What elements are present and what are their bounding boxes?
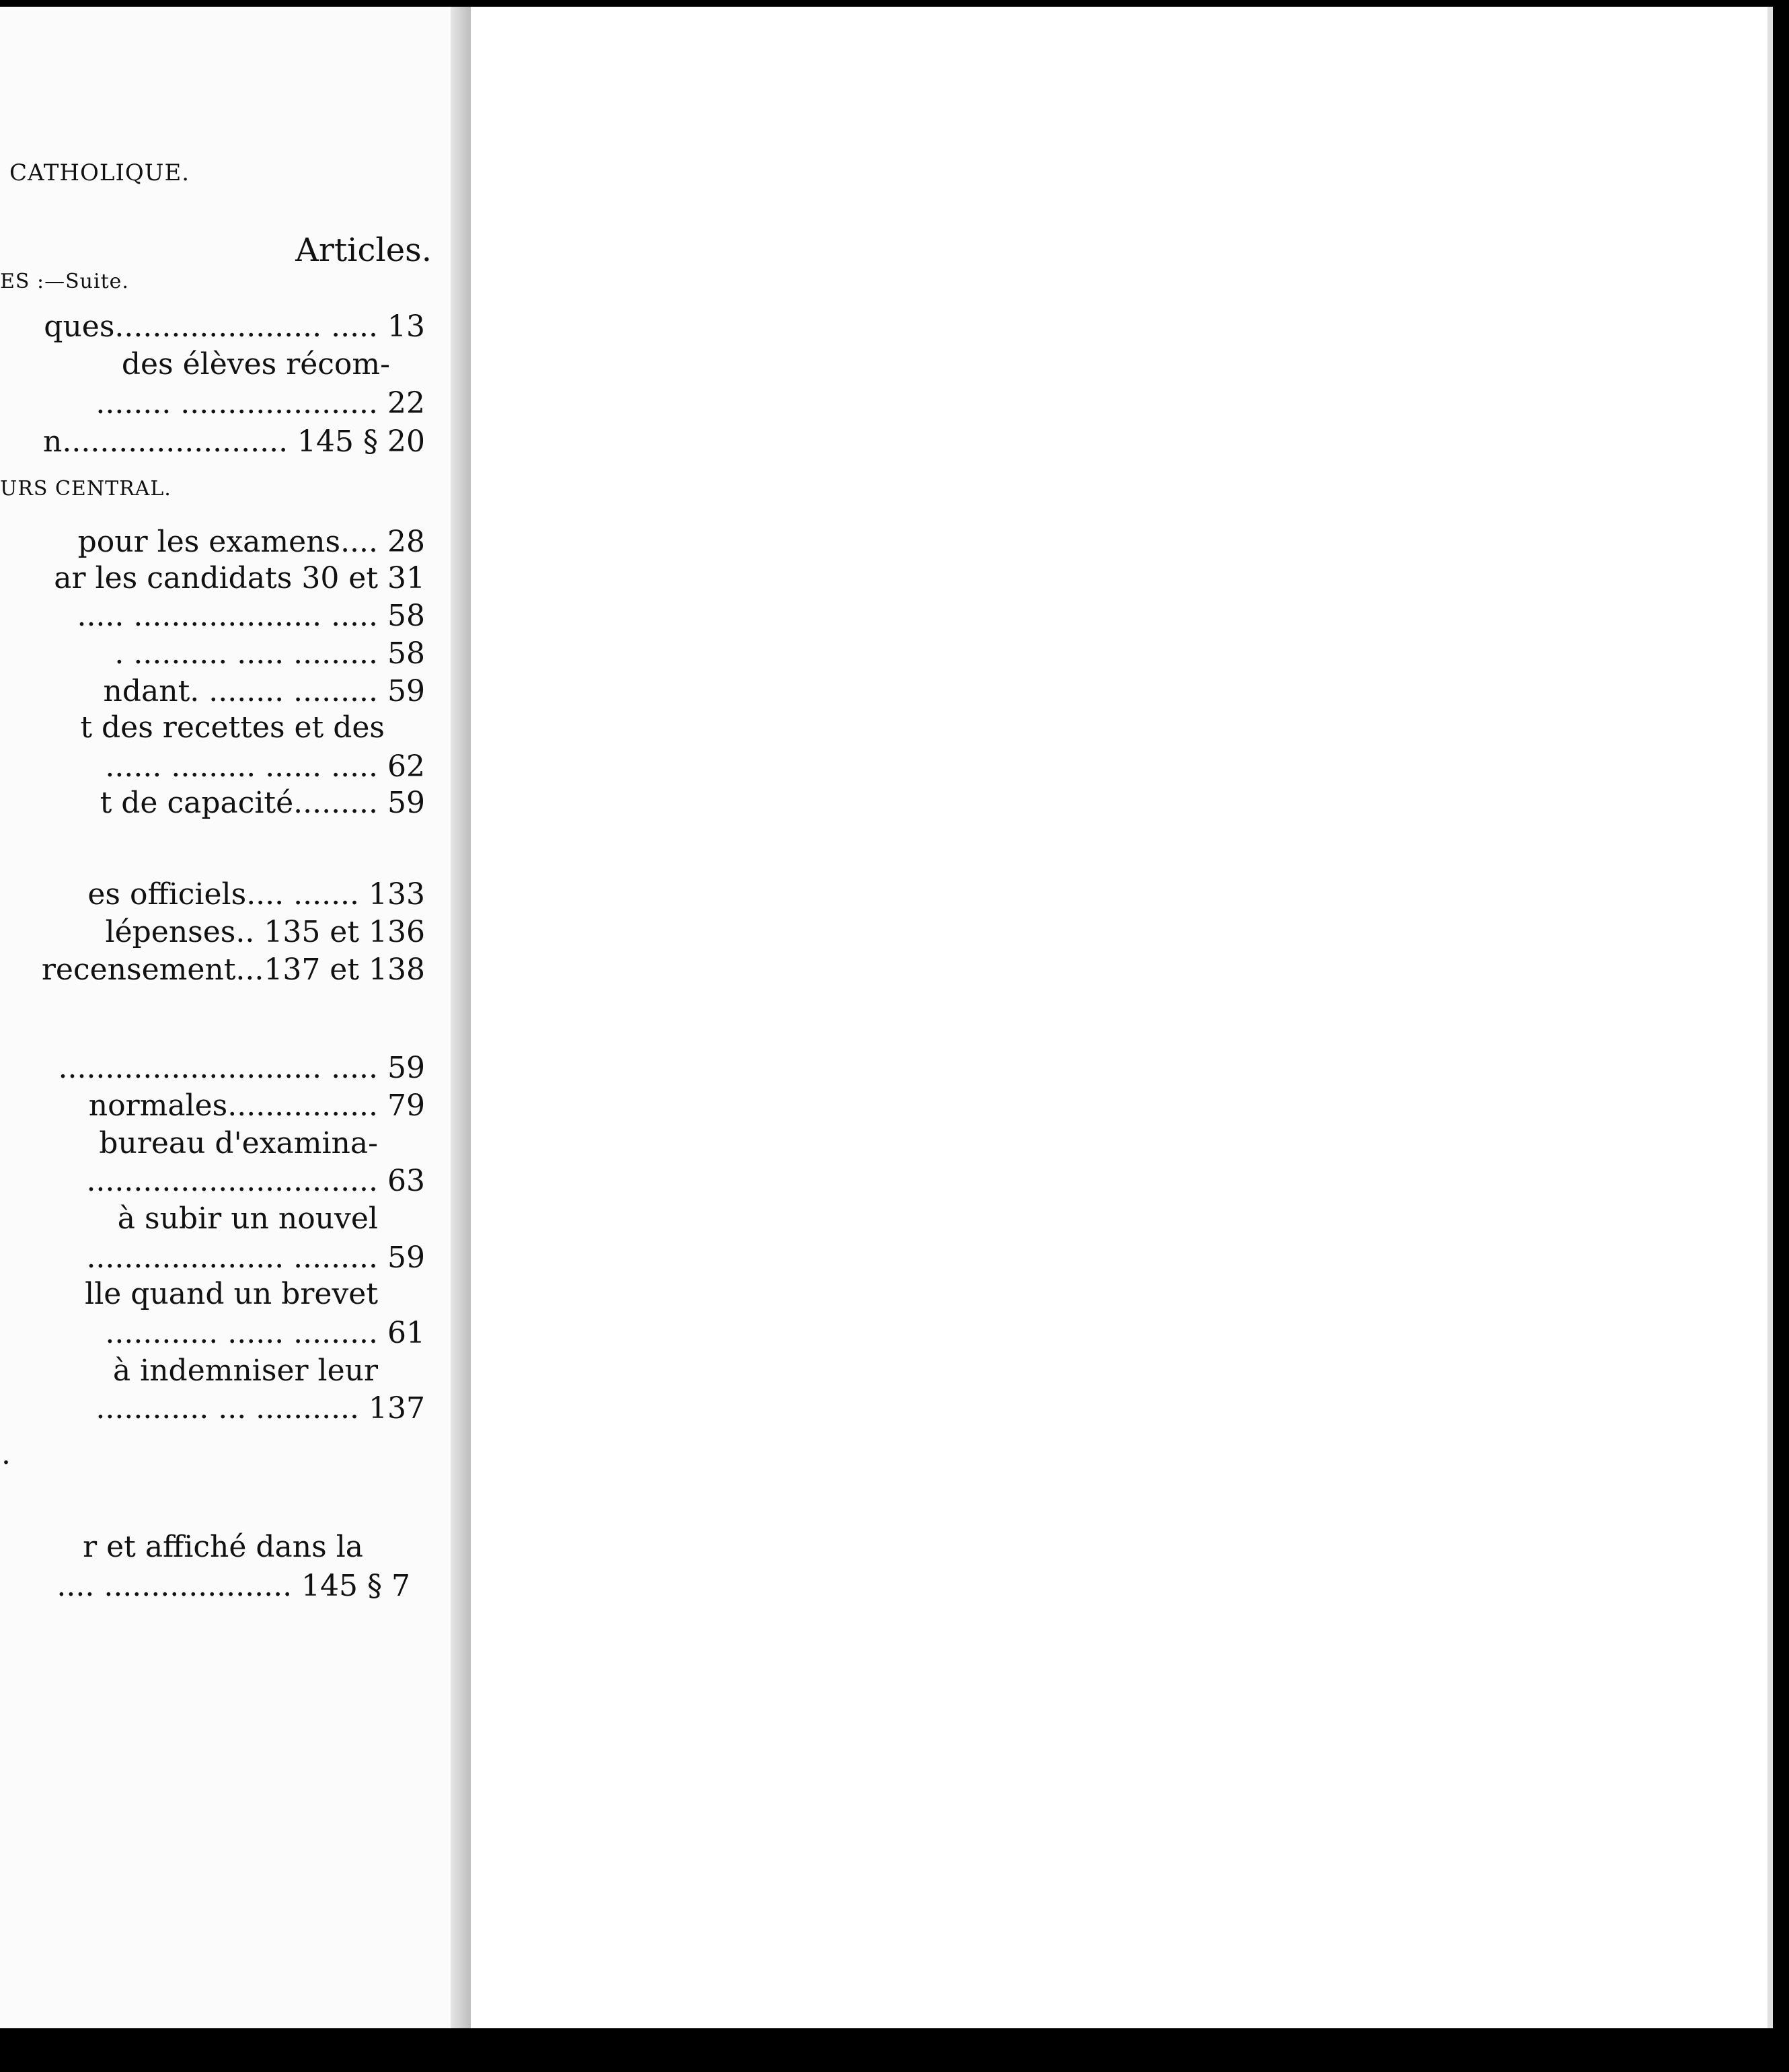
index-line: ques...................... ..... 13 bbox=[44, 309, 425, 344]
index-line: bureau d'examina- bbox=[99, 1126, 378, 1160]
index-line: ............................ ..... 59 bbox=[58, 1051, 425, 1085]
index-line: . .......... ..... ......... 58 bbox=[114, 636, 425, 671]
page-edge bbox=[1767, 7, 1773, 2028]
index-line: lle quand un brevet bbox=[85, 1277, 378, 1311]
index-line: des élèves récom- bbox=[121, 347, 390, 381]
index-line: t de capacité......... 59 bbox=[100, 786, 425, 820]
index-line: es officiels.... ....... 133 bbox=[87, 877, 425, 912]
index-line: ............ ... ........... 137 bbox=[96, 1391, 425, 1426]
index-line: ar les candidats 30 et 31 bbox=[54, 561, 425, 595]
index-line: t des recettes et des bbox=[80, 710, 385, 745]
index-line: ............ ...... ......... 61 bbox=[105, 1316, 425, 1350]
right-page bbox=[471, 7, 1767, 2028]
index-line: ..... .................... ..... 58 bbox=[77, 599, 425, 633]
index-line: à indemniser leur bbox=[112, 1354, 378, 1388]
index-line: .... .................... 145 § 7 bbox=[56, 1569, 410, 1603]
index-line: à subir un nouvel bbox=[117, 1201, 378, 1236]
left-page bbox=[0, 7, 471, 2028]
index-line: n........................ 145 § 20 bbox=[43, 424, 425, 459]
index-line: recensement...137 et 138 bbox=[41, 953, 425, 987]
column-label: Articles. bbox=[295, 231, 432, 269]
book-gutter bbox=[451, 7, 471, 2028]
index-line: . bbox=[1, 1437, 11, 1471]
index-line: ............................... 63 bbox=[86, 1164, 425, 1198]
running-head: CATHOLIQUE. bbox=[9, 159, 190, 186]
index-line: ndant. ........ ......... 59 bbox=[103, 674, 425, 708]
index-line: pour les examens.... 28 bbox=[77, 525, 425, 559]
index-line: normales................ 79 bbox=[88, 1088, 425, 1123]
index-line: ...... ......... ...... ..... 62 bbox=[105, 749, 425, 784]
index-line: URS CENTRAL. bbox=[0, 477, 172, 501]
index-line: ES :—Suite. bbox=[0, 270, 129, 293]
index-line: ..................... ......... 59 bbox=[86, 1241, 425, 1275]
index-line: ........ ..................... 22 bbox=[96, 386, 425, 420]
index-line: lépenses.. 135 et 136 bbox=[105, 915, 425, 949]
index-line: r et affiché dans la bbox=[83, 1530, 363, 1564]
